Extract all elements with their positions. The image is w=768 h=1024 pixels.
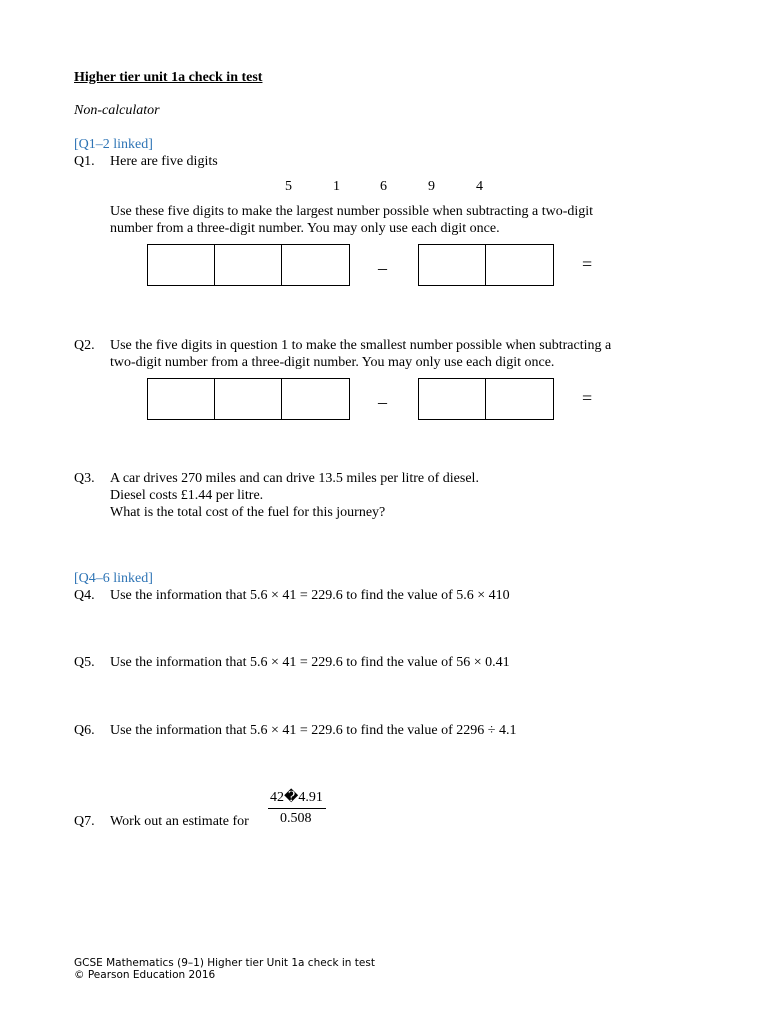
q2-number: Q2. bbox=[74, 338, 95, 353]
q3-line3: What is the total cost of the fuel for this journey? bbox=[110, 505, 386, 520]
q2-two-digit-boxes bbox=[418, 378, 554, 420]
q1-line2: number from a three-digit number. You may only use each digit once. bbox=[110, 221, 500, 236]
digit: 9 bbox=[428, 179, 435, 194]
footer-line1: GCSE Mathematics (9–1) Higher tier Unit 1a check in test bbox=[74, 957, 375, 969]
answer-box[interactable] bbox=[486, 245, 553, 285]
q2-minus-sign: – bbox=[378, 392, 387, 412]
q1-three-digit-boxes bbox=[147, 244, 350, 286]
answer-box[interactable] bbox=[282, 245, 349, 285]
q5-text: Use the information that 5.6 × 41 = 229.6 to find the value of 56 × 0.41 bbox=[110, 655, 510, 670]
q3-line2: Diesel costs £1.44 per litre. bbox=[110, 488, 264, 503]
q6-number: Q6. bbox=[74, 723, 95, 738]
q1-equals-sign: = bbox=[582, 254, 593, 274]
page-subtitle: Non-calculator bbox=[74, 103, 160, 118]
answer-box[interactable] bbox=[419, 379, 486, 419]
answer-box[interactable] bbox=[419, 245, 486, 285]
q7-numerator: 42�4.91 bbox=[270, 790, 323, 805]
answer-box[interactable] bbox=[486, 379, 553, 419]
digit: 5 bbox=[285, 179, 292, 194]
answer-box[interactable] bbox=[215, 379, 282, 419]
q7-denominator: 0.508 bbox=[280, 811, 312, 826]
q4-number: Q4. bbox=[74, 588, 95, 603]
q3-line1: A car drives 270 miles and can drive 13.5 miles per litre of diesel. bbox=[110, 471, 479, 486]
digit: 6 bbox=[380, 179, 387, 194]
q1-minus-sign: – bbox=[378, 258, 387, 278]
q6-text: Use the information that 5.6 × 41 = 229.6 to find the value of 2296 ÷ 4.1 bbox=[110, 723, 517, 738]
q2-equals-sign: = bbox=[582, 388, 593, 408]
answer-box[interactable] bbox=[215, 245, 282, 285]
page-title: Higher tier unit 1a check in test bbox=[74, 70, 263, 85]
q2-line2: two-digit number from a three-digit number. You may only use each digit once. bbox=[110, 355, 555, 370]
q4-text: Use the information that 5.6 × 41 = 229.6 to find the value of 5.6 × 410 bbox=[110, 588, 510, 603]
fraction-bar bbox=[268, 808, 326, 809]
q7-number: Q7. bbox=[74, 814, 95, 829]
q3-number: Q3. bbox=[74, 471, 95, 486]
q5-number: Q5. bbox=[74, 655, 95, 670]
digit: 1 bbox=[333, 179, 340, 194]
q1-intro: Here are five digits bbox=[110, 154, 218, 169]
footer-copyright: © Pearson Education 2016 bbox=[74, 969, 216, 981]
q2-three-digit-boxes bbox=[147, 378, 350, 420]
q1-two-digit-boxes bbox=[418, 244, 554, 286]
answer-box[interactable] bbox=[148, 379, 215, 419]
q1-number: Q1. bbox=[74, 154, 95, 169]
q2-line1: Use the five digits in question 1 to make the smallest number possible when subtracting a bbox=[110, 338, 612, 353]
q1-line1: Use these five digits to make the largest number possible when subtracting a two-digit bbox=[110, 204, 594, 219]
q7-text: Work out an estimate for bbox=[110, 814, 249, 829]
link-label-q4-6: [Q4–6 linked] bbox=[74, 571, 153, 586]
answer-box[interactable] bbox=[282, 379, 349, 419]
digit: 4 bbox=[476, 179, 483, 194]
answer-box[interactable] bbox=[148, 245, 215, 285]
link-label-q1-2: [Q1–2 linked] bbox=[74, 137, 153, 152]
